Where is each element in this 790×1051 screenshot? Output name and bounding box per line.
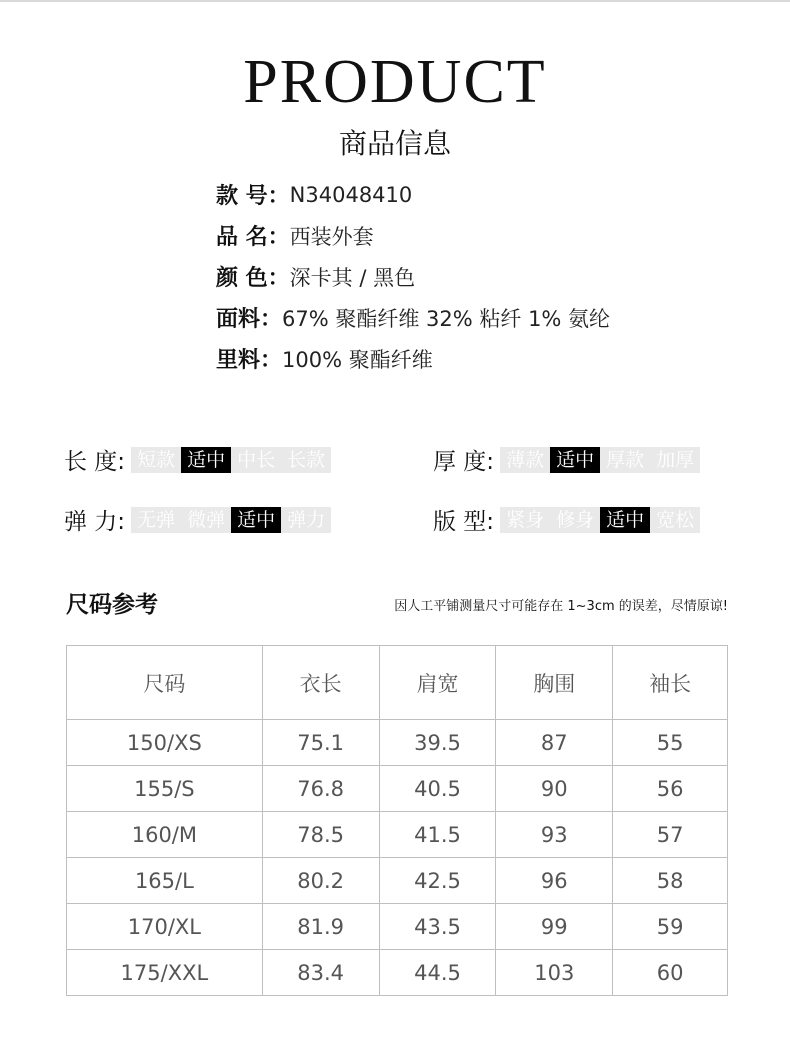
table-row	[67, 904, 728, 950]
table-cell: 75.1	[262, 720, 379, 766]
column-header: 胸围	[496, 646, 613, 720]
info-row-style-number	[216, 174, 610, 215]
table-cell: 170/XL	[67, 904, 263, 950]
table-cell: 150/XS	[67, 720, 263, 766]
table-row	[67, 720, 728, 766]
table-cell: 175/XXL	[67, 950, 263, 996]
attr-option: 适中	[600, 507, 650, 533]
table-row	[67, 950, 728, 996]
attr-scale	[500, 507, 700, 533]
info-value: N34048410	[289, 182, 413, 207]
table-cell: 42.5	[379, 858, 496, 904]
attr-label: 长 度:	[64, 449, 126, 475]
info-row-fabric	[216, 297, 610, 338]
attr-option: 适中	[550, 447, 600, 473]
page-title-en: PRODUCT	[243, 48, 547, 116]
table-cell: 81.9	[262, 904, 379, 950]
table-cell: 55	[613, 720, 728, 766]
table-row	[67, 766, 728, 812]
table-cell: 96	[496, 858, 613, 904]
table-cell: 59	[613, 904, 728, 950]
table-cell: 93	[496, 812, 613, 858]
attr-scale	[500, 447, 700, 473]
info-value: 西装外套	[289, 224, 374, 249]
attr-option: 无弹	[137, 508, 176, 531]
attr-option: 弹力	[287, 508, 326, 531]
info-label: 款 号：	[216, 184, 290, 209]
info-value: 深卡其 / 黑色	[289, 265, 416, 290]
table-cell: 78.5	[262, 812, 379, 858]
top-divider	[0, 0, 790, 2]
attr-scale	[131, 447, 331, 473]
size-section-title: 尺码参考	[66, 592, 158, 618]
attr-length	[64, 443, 331, 476]
info-label: 颜 色：	[216, 266, 290, 291]
attr-option: 微弹	[187, 508, 226, 531]
table-cell: 57	[613, 812, 728, 858]
attr-option: 薄款	[506, 448, 545, 471]
table-cell: 83.4	[262, 950, 379, 996]
table-row	[67, 812, 728, 858]
size-table	[66, 645, 728, 996]
table-cell: 60	[613, 950, 728, 996]
attr-label: 厚 度:	[433, 449, 495, 475]
info-label: 面料：	[216, 307, 283, 332]
column-header: 衣长	[262, 646, 379, 720]
attr-option: 宽松	[656, 508, 695, 531]
attr-label: 版 型:	[433, 509, 495, 535]
attr-option: 适中	[231, 507, 281, 533]
table-cell: 160/M	[67, 812, 263, 858]
info-value: 100% 聚酯纤维	[282, 347, 433, 372]
info-row-product-name	[216, 215, 610, 256]
table-cell: 165/L	[67, 858, 263, 904]
info-label: 里料：	[216, 348, 283, 373]
table-cell: 90	[496, 766, 613, 812]
attr-option: 修身	[556, 508, 595, 531]
info-value: 67% 聚酯纤维 32% 粘纤 1% 氨纶	[282, 306, 611, 331]
attr-option: 加厚	[656, 448, 695, 471]
info-row-color	[216, 256, 610, 297]
size-section-note: 因人工平铺测量尺寸可能存在 1~3cm 的误差，尽情原谅!	[394, 599, 728, 614]
page-title-cn: 商品信息	[338, 127, 451, 160]
product-info-list	[216, 174, 610, 379]
attr-elasticity	[64, 503, 331, 536]
attr-scale	[131, 507, 331, 533]
attr-option: 适中	[181, 447, 231, 473]
info-row-lining	[216, 338, 610, 379]
table-row	[67, 858, 728, 904]
table-cell: 39.5	[379, 720, 496, 766]
table-cell: 103	[496, 950, 613, 996]
attr-fit	[433, 503, 700, 536]
attr-option: 中长	[237, 448, 276, 471]
attr-option: 长款	[287, 448, 326, 471]
table-cell: 41.5	[379, 812, 496, 858]
attr-label: 弹 力:	[64, 509, 126, 535]
table-cell: 87	[496, 720, 613, 766]
attr-thickness	[433, 443, 700, 476]
table-cell: 80.2	[262, 858, 379, 904]
info-label: 品 名：	[216, 225, 290, 250]
table-cell: 56	[613, 766, 728, 812]
attr-option: 厚款	[606, 448, 645, 471]
attr-option: 紧身	[506, 508, 545, 531]
table-header-row	[67, 646, 728, 720]
table-cell: 99	[496, 904, 613, 950]
column-header: 尺码	[67, 646, 263, 720]
column-header: 袖长	[613, 646, 728, 720]
column-header: 肩宽	[379, 646, 496, 720]
table-cell: 44.5	[379, 950, 496, 996]
table-cell: 43.5	[379, 904, 496, 950]
table-cell: 40.5	[379, 766, 496, 812]
attr-option: 短款	[137, 448, 176, 471]
table-cell: 155/S	[67, 766, 263, 812]
table-cell: 76.8	[262, 766, 379, 812]
table-cell: 58	[613, 858, 728, 904]
